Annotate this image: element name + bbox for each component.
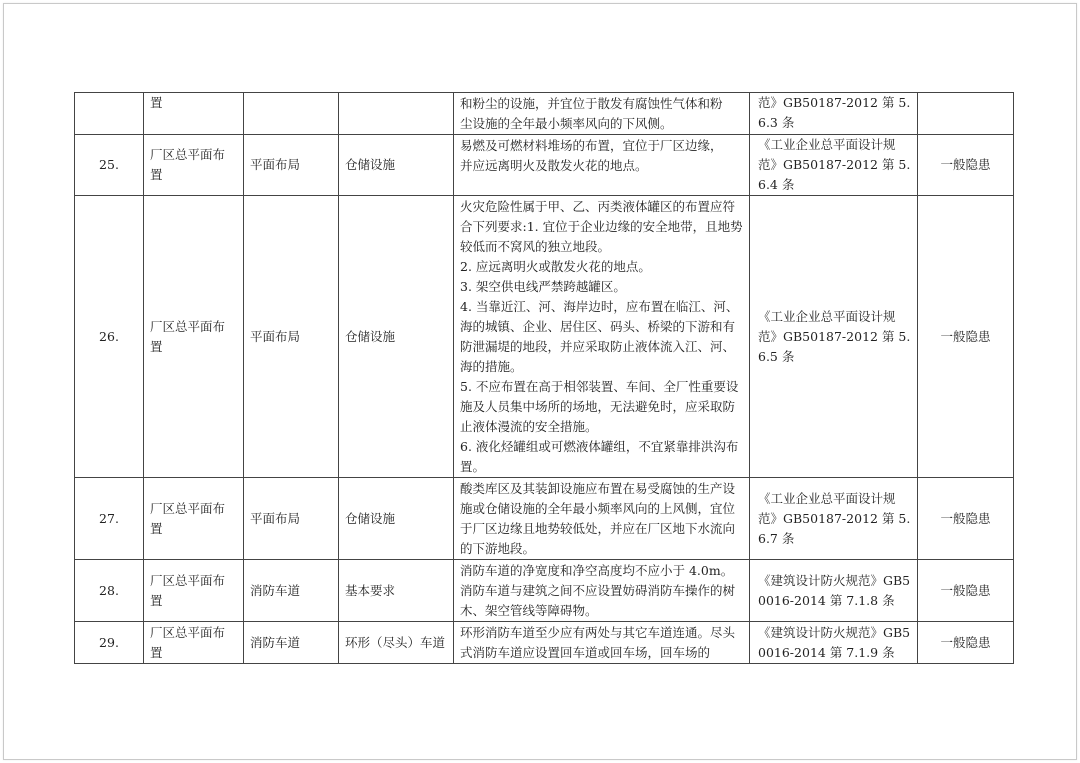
project-cell: 置 — [144, 93, 244, 135]
requirement-line: 2. 应远离明火或散发火花的地点。 — [460, 259, 651, 274]
category-cell: 消防车道 — [244, 622, 339, 664]
category-cell: 平面布局 — [244, 135, 339, 196]
project-cell: 厂区总平面布置 — [144, 622, 244, 664]
requirement-line: 酸类库区及其装卸设施应布置在易受腐蚀的生产设施或仓储设施的全年最小频率风向的上风侧，宜位于厂区边缘且地势较低处，并应在厂区地下水流向的下游地段。 — [460, 481, 736, 556]
basis-cell: 《工业企业总平面设计规范》GB50187-2012 第 5.6.5 条 — [750, 196, 918, 478]
table-row — [75, 93, 1014, 135]
row-number-cell: 28. — [75, 560, 144, 622]
item-cell: 仓储设施 — [339, 478, 454, 560]
category-cell: 消防车道 — [244, 560, 339, 622]
basis-cell: 《工业企业总平面设计规范》GB50187-2012 第 5.6.7 条 — [750, 478, 918, 560]
basis-cell: 《工业企业总平面设计规范》GB50187-2012 第 5.6.4 条 — [750, 135, 918, 196]
hazard-level-cell: 一般隐患 — [918, 560, 1014, 622]
basis-cell: 《建筑设计防火规范》GB50016-2014 第 7.1.9 条 — [750, 622, 918, 664]
project-cell: 厂区总平面布置 — [144, 478, 244, 560]
project-cell: 厂区总平面布置 — [144, 135, 244, 196]
hazard-level-cell: 一般隐患 — [918, 135, 1014, 196]
item-cell: 基本要求 — [339, 560, 454, 622]
table-row — [75, 478, 1014, 560]
table-row — [75, 135, 1014, 196]
requirement-cell — [454, 135, 750, 196]
requirement-line: 6. 液化烃罐组或可燃液体罐组，不宜紧靠排洪沟布置。 — [460, 439, 739, 474]
table-row — [75, 196, 1014, 478]
row-number-cell: 26. — [75, 196, 144, 478]
requirement-cell — [454, 478, 750, 560]
row-number-cell: 27. — [75, 478, 144, 560]
requirement-line: 环形消防车道至少应有两处与其它车道连通。尽头式消防车道应设置回车道或回车场，回车场的 — [460, 625, 736, 660]
row-number-cell: 29. — [75, 622, 144, 664]
requirement-line: 易燃及可燃材料堆场的布置，宜位于厂区边缘， — [460, 138, 723, 153]
requirement-line: 火灾危险性属于甲、乙、丙类液体罐区的布置应符合下列要求:1. 宜位于企业边缘的安全地带，且地势较低而不窝风的独立地段。 — [460, 199, 743, 254]
basis-cell: 《建筑设计防火规范》GB50016-2014 第 7.1.8 条 — [750, 560, 918, 622]
item-cell — [339, 93, 454, 135]
requirement-line: 和粉尘的设施，并宜位于散发有腐蚀性气体和粉 — [460, 96, 723, 111]
table-row — [75, 560, 1014, 622]
category-cell: 平面布局 — [244, 478, 339, 560]
item-cell: 环形（尽头）车道 — [339, 622, 454, 664]
row-number-cell — [75, 93, 144, 135]
requirement-cell — [454, 622, 750, 664]
requirement-line: 消防车道的净宽度和净空高度均不应小于 4.0m。消防车道与建筑之间不应设置妨碍消防车操作的树木、架空管线等障碍物。 — [460, 563, 736, 618]
document-page — [3, 3, 1077, 760]
requirement-cell — [454, 196, 750, 478]
project-cell: 厂区总平面布置 — [144, 196, 244, 478]
row-number-cell: 25. — [75, 135, 144, 196]
category-cell: 平面布局 — [244, 196, 339, 478]
requirement-line: 尘设施的全年最小频率风向的下风侧。 — [460, 116, 673, 131]
project-cell: 厂区总平面布置 — [144, 560, 244, 622]
item-cell: 仓储设施 — [339, 196, 454, 478]
hazard-level-cell — [918, 93, 1014, 135]
hazard-level-cell: 一般隐患 — [918, 196, 1014, 478]
requirement-line: 3. 架空供电线严禁跨越罐区。 — [460, 279, 626, 294]
requirement-line: 4. 当靠近江、河、海岸边时，应布置在临江、河、海的城镇、企业、居住区、码头、桥梁的下游和有防泄漏堤的地段，并应采取防止液体流入江、河、海的措施。 — [460, 299, 739, 374]
category-cell — [244, 93, 339, 135]
hazard-checklist-table — [74, 92, 1014, 664]
hazard-level-cell: 一般隐患 — [918, 478, 1014, 560]
requirement-cell — [454, 560, 750, 622]
requirement-line: 并应远离明火及散发火花的地点。 — [460, 158, 648, 173]
table-row — [75, 622, 1014, 664]
requirement-line: 5. 不应布置在高于相邻装置、车间、全厂性重要设施及人员集中场所的场地，无法避免时，应采取防止液体漫流的安全措施。 — [460, 379, 739, 434]
hazard-level-cell: 一般隐患 — [918, 622, 1014, 664]
requirement-cell — [454, 93, 750, 135]
item-cell: 仓储设施 — [339, 135, 454, 196]
basis-cell: 范》GB50187-2012 第 5.6.3 条 — [750, 93, 918, 135]
